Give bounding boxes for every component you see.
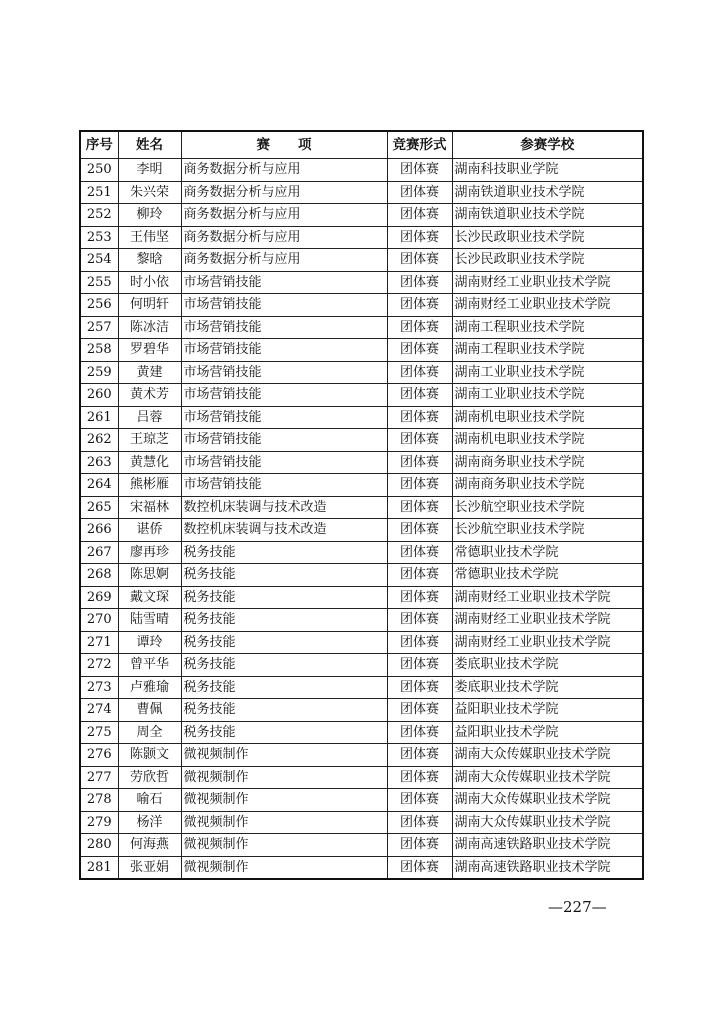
event-name: 税务技能 (181, 609, 387, 632)
event-name: 商务数据分析与应用 (181, 159, 387, 182)
competition-format: 团体赛 (387, 699, 452, 722)
table-row (80, 654, 643, 677)
competition-format: 团体赛 (387, 159, 452, 182)
school-name: 湖南大众传媒职业技术学院 (452, 789, 643, 812)
participant-name: 罗碧华 (118, 339, 181, 362)
row-number: 265 (80, 496, 118, 519)
participant-name: 时小依 (118, 271, 181, 294)
competition-format: 团体赛 (387, 676, 452, 699)
table-row (80, 339, 643, 362)
row-number: 250 (80, 159, 118, 182)
row-number: 271 (80, 631, 118, 654)
event-name: 税务技能 (181, 699, 387, 722)
participant-name: 柳玲 (118, 204, 181, 227)
event-name: 税务技能 (181, 654, 387, 677)
participant-name: 王伟坚 (118, 226, 181, 249)
participant-name: 陆雪晴 (118, 609, 181, 632)
participant-name: 王琼芝 (118, 429, 181, 452)
school-name: 长沙民政职业技术学院 (452, 226, 643, 249)
row-number: 274 (80, 699, 118, 722)
competition-format: 团体赛 (387, 271, 452, 294)
participant-name: 吕蓉 (118, 406, 181, 429)
table-row (80, 609, 643, 632)
competition-format: 团体赛 (387, 609, 452, 632)
participant-name: 朱兴荣 (118, 181, 181, 204)
event-name: 税务技能 (181, 564, 387, 587)
table-row (80, 699, 643, 722)
header-number: 序号 (80, 131, 118, 159)
competition-format: 团体赛 (387, 519, 452, 542)
page-number: —227— (548, 898, 607, 916)
table-row (80, 519, 643, 542)
school-name: 湖南高速铁路职业技术学院 (452, 834, 643, 857)
participant-name: 戴文琛 (118, 586, 181, 609)
competition-format: 团体赛 (387, 766, 452, 789)
header-format: 竞赛形式 (387, 131, 452, 159)
competition-format: 团体赛 (387, 541, 452, 564)
table-row (80, 631, 643, 654)
row-number: 275 (80, 721, 118, 744)
participant-name: 曹佩 (118, 699, 181, 722)
participant-name: 何明轩 (118, 294, 181, 317)
event-name: 税务技能 (181, 586, 387, 609)
table-row (80, 789, 643, 812)
row-number: 280 (80, 834, 118, 857)
event-name: 市场营销技能 (181, 429, 387, 452)
table-row (80, 249, 643, 272)
competition-format: 团体赛 (387, 496, 452, 519)
table-row (80, 429, 643, 452)
table-body (80, 159, 643, 880)
competition-format: 团体赛 (387, 631, 452, 654)
participant-name: 张亚娟 (118, 856, 181, 879)
row-number: 269 (80, 586, 118, 609)
school-name: 益阳职业技术学院 (452, 721, 643, 744)
row-number: 261 (80, 406, 118, 429)
competition-format: 团体赛 (387, 654, 452, 677)
participant-name: 黄慧化 (118, 451, 181, 474)
event-name: 商务数据分析与应用 (181, 181, 387, 204)
competition-format: 团体赛 (387, 204, 452, 227)
event-name: 数控机床装调与技术改造 (181, 496, 387, 519)
event-name: 市场营销技能 (181, 474, 387, 497)
table-row (80, 384, 643, 407)
school-name: 长沙民政职业技术学院 (452, 249, 643, 272)
event-name: 微视频制作 (181, 856, 387, 879)
competition-format: 团体赛 (387, 406, 452, 429)
event-name: 税务技能 (181, 541, 387, 564)
participant-name: 曾平华 (118, 654, 181, 677)
row-number: 253 (80, 226, 118, 249)
participant-name: 李明 (118, 159, 181, 182)
event-name: 微视频制作 (181, 744, 387, 767)
table-row (80, 316, 643, 339)
row-number: 254 (80, 249, 118, 272)
table-row (80, 181, 643, 204)
event-name: 市场营销技能 (181, 384, 387, 407)
participant-name: 杨洋 (118, 811, 181, 834)
header-row (80, 131, 643, 159)
competition-format: 团体赛 (387, 249, 452, 272)
table-row (80, 294, 643, 317)
competition-format: 团体赛 (387, 586, 452, 609)
event-name: 微视频制作 (181, 766, 387, 789)
row-number: 267 (80, 541, 118, 564)
school-name: 湖南高速铁路职业技术学院 (452, 856, 643, 879)
competition-format: 团体赛 (387, 856, 452, 879)
participants-table-container (79, 130, 642, 880)
event-name: 市场营销技能 (181, 316, 387, 339)
participant-name: 陈冰洁 (118, 316, 181, 339)
school-name: 湖南财经工业职业技术学院 (452, 271, 643, 294)
table-row (80, 834, 643, 857)
school-name: 湖南工业职业技术学院 (452, 361, 643, 384)
row-number: 279 (80, 811, 118, 834)
table-row (80, 361, 643, 384)
school-name: 湖南机电职业技术学院 (452, 429, 643, 452)
competition-format: 团体赛 (387, 811, 452, 834)
school-name: 湖南财经工业职业技术学院 (452, 609, 643, 632)
event-name: 微视频制作 (181, 789, 387, 812)
event-name: 税务技能 (181, 631, 387, 654)
row-number: 260 (80, 384, 118, 407)
row-number: 281 (80, 856, 118, 879)
school-name: 湖南铁道职业技术学院 (452, 181, 643, 204)
competition-format: 团体赛 (387, 744, 452, 767)
table-row (80, 204, 643, 227)
event-name: 市场营销技能 (181, 339, 387, 362)
participant-name: 黎晗 (118, 249, 181, 272)
row-number: 264 (80, 474, 118, 497)
table-row (80, 474, 643, 497)
school-name: 湖南财经工业职业技术学院 (452, 631, 643, 654)
participant-name: 陈思婀 (118, 564, 181, 587)
event-name: 税务技能 (181, 676, 387, 699)
row-number: 256 (80, 294, 118, 317)
school-name: 长沙航空职业技术学院 (452, 496, 643, 519)
competition-format: 团体赛 (387, 721, 452, 744)
participant-name: 卢雅瑜 (118, 676, 181, 699)
competition-format: 团体赛 (387, 451, 452, 474)
school-name: 娄底职业技术学院 (452, 654, 643, 677)
competition-format: 团体赛 (387, 564, 452, 587)
competition-format: 团体赛 (387, 181, 452, 204)
participant-name: 宋福林 (118, 496, 181, 519)
competition-format: 团体赛 (387, 316, 452, 339)
school-name: 湖南大众传媒职业技术学院 (452, 744, 643, 767)
competition-format: 团体赛 (387, 429, 452, 452)
header-name: 姓名 (118, 131, 181, 159)
event-name: 市场营销技能 (181, 451, 387, 474)
header-school: 参赛学校 (452, 131, 643, 159)
participant-name: 谭玲 (118, 631, 181, 654)
row-number: 268 (80, 564, 118, 587)
table-row (80, 451, 643, 474)
event-name: 微视频制作 (181, 811, 387, 834)
school-name: 湖南商务职业技术学院 (452, 474, 643, 497)
participants-table (79, 130, 644, 880)
table-row (80, 744, 643, 767)
event-name: 数控机床装调与技术改造 (181, 519, 387, 542)
table-row (80, 496, 643, 519)
table-row (80, 676, 643, 699)
school-name: 湖南工业职业技术学院 (452, 384, 643, 407)
school-name: 湖南工程职业技术学院 (452, 339, 643, 362)
header-event: 赛项 (181, 131, 387, 159)
event-name: 商务数据分析与应用 (181, 226, 387, 249)
competition-format: 团体赛 (387, 789, 452, 812)
event-name: 市场营销技能 (181, 406, 387, 429)
participant-name: 何海燕 (118, 834, 181, 857)
table-row (80, 406, 643, 429)
table-row (80, 159, 643, 182)
school-name: 湖南铁道职业技术学院 (452, 204, 643, 227)
table-row (80, 564, 643, 587)
row-number: 276 (80, 744, 118, 767)
table-header (80, 131, 643, 159)
competition-format: 团体赛 (387, 361, 452, 384)
school-name: 湖南机电职业技术学院 (452, 406, 643, 429)
event-name: 商务数据分析与应用 (181, 204, 387, 227)
school-name: 常德职业技术学院 (452, 564, 643, 587)
school-name: 湖南财经工业职业技术学院 (452, 586, 643, 609)
row-number: 257 (80, 316, 118, 339)
school-name: 湖南工程职业技术学院 (452, 316, 643, 339)
school-name: 湖南大众传媒职业技术学院 (452, 766, 643, 789)
table-row (80, 721, 643, 744)
competition-format: 团体赛 (387, 226, 452, 249)
table-row (80, 541, 643, 564)
row-number: 263 (80, 451, 118, 474)
row-number: 270 (80, 609, 118, 632)
school-name: 湖南商务职业技术学院 (452, 451, 643, 474)
competition-format: 团体赛 (387, 339, 452, 362)
participant-name: 周全 (118, 721, 181, 744)
event-name: 市场营销技能 (181, 294, 387, 317)
participant-name: 劳欣哲 (118, 766, 181, 789)
table-row (80, 586, 643, 609)
school-name: 常德职业技术学院 (452, 541, 643, 564)
row-number: 259 (80, 361, 118, 384)
row-number: 258 (80, 339, 118, 362)
event-name: 市场营销技能 (181, 271, 387, 294)
participant-name: 谌侨 (118, 519, 181, 542)
table-row (80, 766, 643, 789)
row-number: 255 (80, 271, 118, 294)
participant-name: 熊彬雁 (118, 474, 181, 497)
competition-format: 团体赛 (387, 384, 452, 407)
row-number: 251 (80, 181, 118, 204)
participant-name: 陈颢文 (118, 744, 181, 767)
row-number: 272 (80, 654, 118, 677)
event-name: 微视频制作 (181, 834, 387, 857)
competition-format: 团体赛 (387, 294, 452, 317)
event-name: 税务技能 (181, 721, 387, 744)
table-row (80, 811, 643, 834)
row-number: 252 (80, 204, 118, 227)
participant-name: 黄术芳 (118, 384, 181, 407)
competition-format: 团体赛 (387, 474, 452, 497)
school-name: 娄底职业技术学院 (452, 676, 643, 699)
competition-format: 团体赛 (387, 834, 452, 857)
participant-name: 廖再珍 (118, 541, 181, 564)
school-name: 湖南科技职业学院 (452, 159, 643, 182)
table-row (80, 226, 643, 249)
row-number: 262 (80, 429, 118, 452)
school-name: 长沙航空职业技术学院 (452, 519, 643, 542)
participant-name: 黄建 (118, 361, 181, 384)
row-number: 278 (80, 789, 118, 812)
event-name: 市场营销技能 (181, 361, 387, 384)
row-number: 273 (80, 676, 118, 699)
table-row (80, 856, 643, 879)
school-name: 湖南财经工业职业技术学院 (452, 294, 643, 317)
row-number: 266 (80, 519, 118, 542)
school-name: 益阳职业技术学院 (452, 699, 643, 722)
table-row (80, 271, 643, 294)
event-name: 商务数据分析与应用 (181, 249, 387, 272)
participant-name: 喻石 (118, 789, 181, 812)
school-name: 湖南大众传媒职业技术学院 (452, 811, 643, 834)
row-number: 277 (80, 766, 118, 789)
